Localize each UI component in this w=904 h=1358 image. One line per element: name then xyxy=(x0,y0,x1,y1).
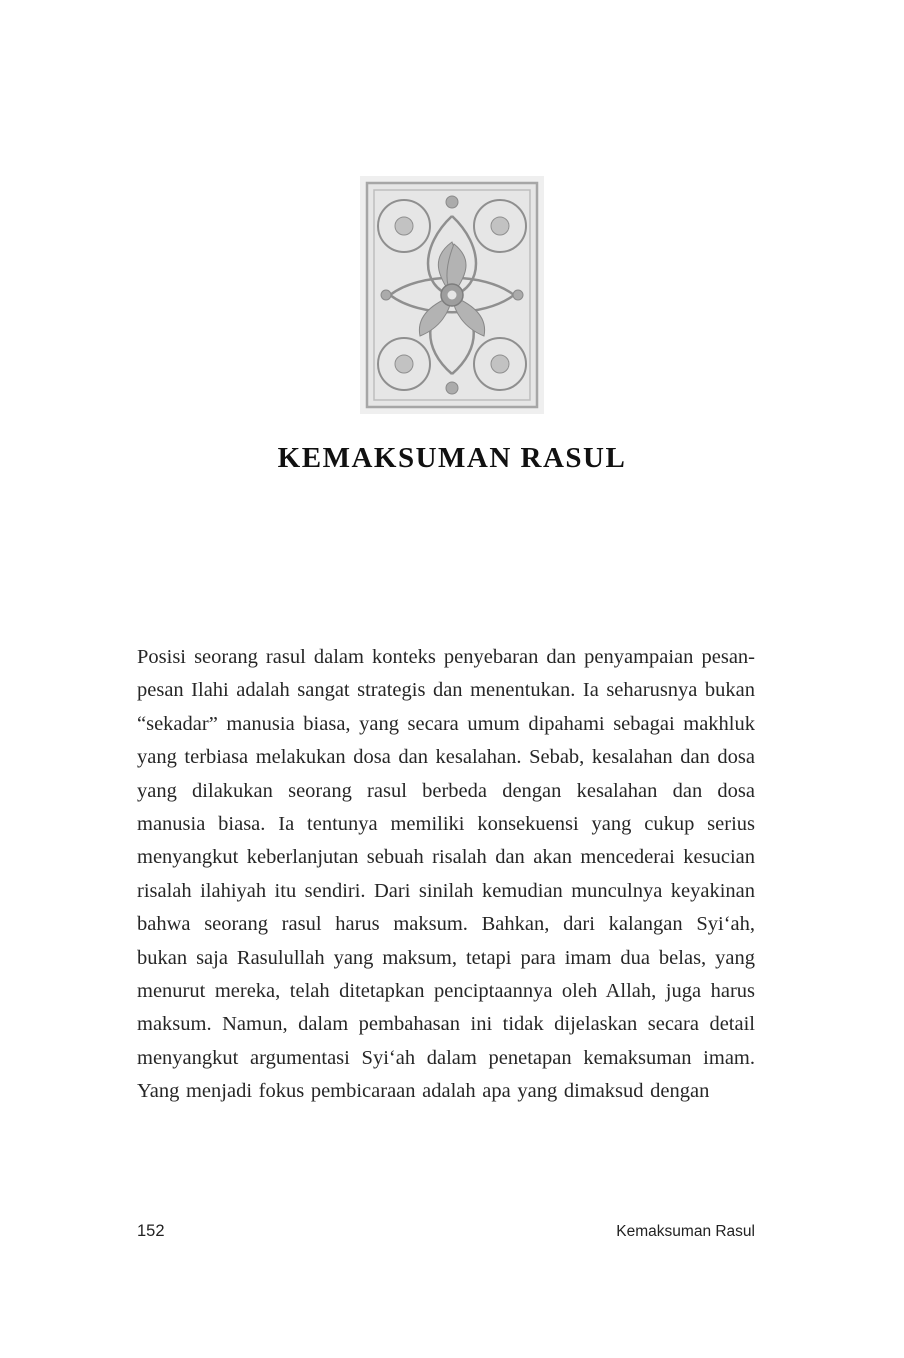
page-number: 152 xyxy=(137,1222,165,1240)
page-footer xyxy=(137,1222,755,1241)
body-paragraph: Posisi seorang rasul dalam konteks penyebaran dan penyampaian pesan-pesan Ilahi adalah sangat strategis dan menentukan. Ia seharusnya bukan “sekadar” manusia biasa, yang secara umum dipahami sebagai makhluk yang terbiasa melakukan dosa dan kesalahan. Sebab, kesalahan dan dosa yang dilakukan seorang rasul berbeda dengan kesalahan dan dosa manusia biasa. Ia tentunya memiliki konsekuensi yang cukup serius menyangkut keberlanjutan sebuah risalah dan akan mencederai kesucian risalah ilahiyah itu sendiri. Dari sinilah kemudian munculnya keyakinan bahwa seorang rasul harus maksum. Bahkan, dari kalangan Syi‘ah, bukan saja Rasulullah yang maksum, tetapi para imam dua belas, yang menurut mereka, telah ditetapkan penciptaannya oleh Allah, juga harus maksum. Namun, dalam pembahasan ini tidak dijelaskan secara detail menyangkut argumentasi Syi‘ah dalam penetapan kemaksuman imam. Yang menjadi fokus pembicaraan adalah apa yang dimaksud dengan xyxy=(137,646,755,1103)
chapter-ornament-image xyxy=(360,176,544,414)
chapter-title: KEMAKSUMAN RASUL xyxy=(277,442,627,474)
floral-ornament-graphic xyxy=(360,176,544,414)
running-title: Kemaksuman Rasul xyxy=(616,1223,755,1240)
